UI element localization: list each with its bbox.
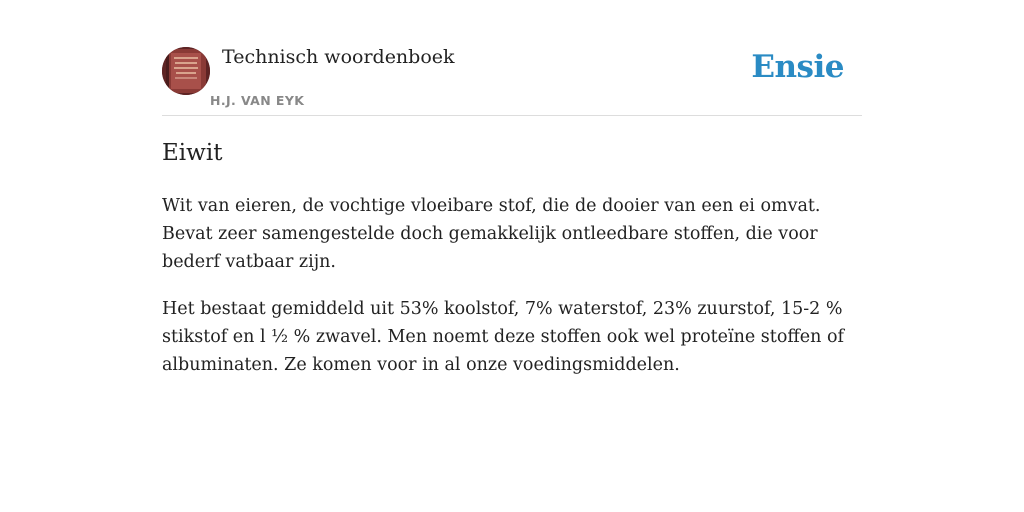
entry-body <box>162 192 862 398</box>
entry-paragraph: Het bestaat gemiddeld uit 53% koolstof, 7% waterstof, 23% zuurstof, 15-2 % stikstof en l ½ % zwavel. Men noemt deze stoffen ook wel proteïne stoffen of albuminaten. Ze komen voor in al onze voedingsmiddelen. <box>162 299 844 375</box>
ensie-logo[interactable]: Ensie <box>751 49 844 85</box>
book-header <box>162 44 862 116</box>
entry-paragraph: Wit van eieren, de vochtige vloeibare stof, die de dooier van een ei omvat. Bevat zeer samengestelde doch gemakkelijk ontleedbare stoffen, die voor bederf vatbaar zijn. <box>162 196 821 272</box>
entry-title: Eiwit <box>162 140 223 166</box>
book-cover-image <box>162 47 210 95</box>
book-title[interactable]: Technisch woordenboek <box>222 46 455 68</box>
book-cover-avatar[interactable] <box>162 47 210 95</box>
book-author[interactable]: H.J. VAN EYK <box>210 93 305 108</box>
